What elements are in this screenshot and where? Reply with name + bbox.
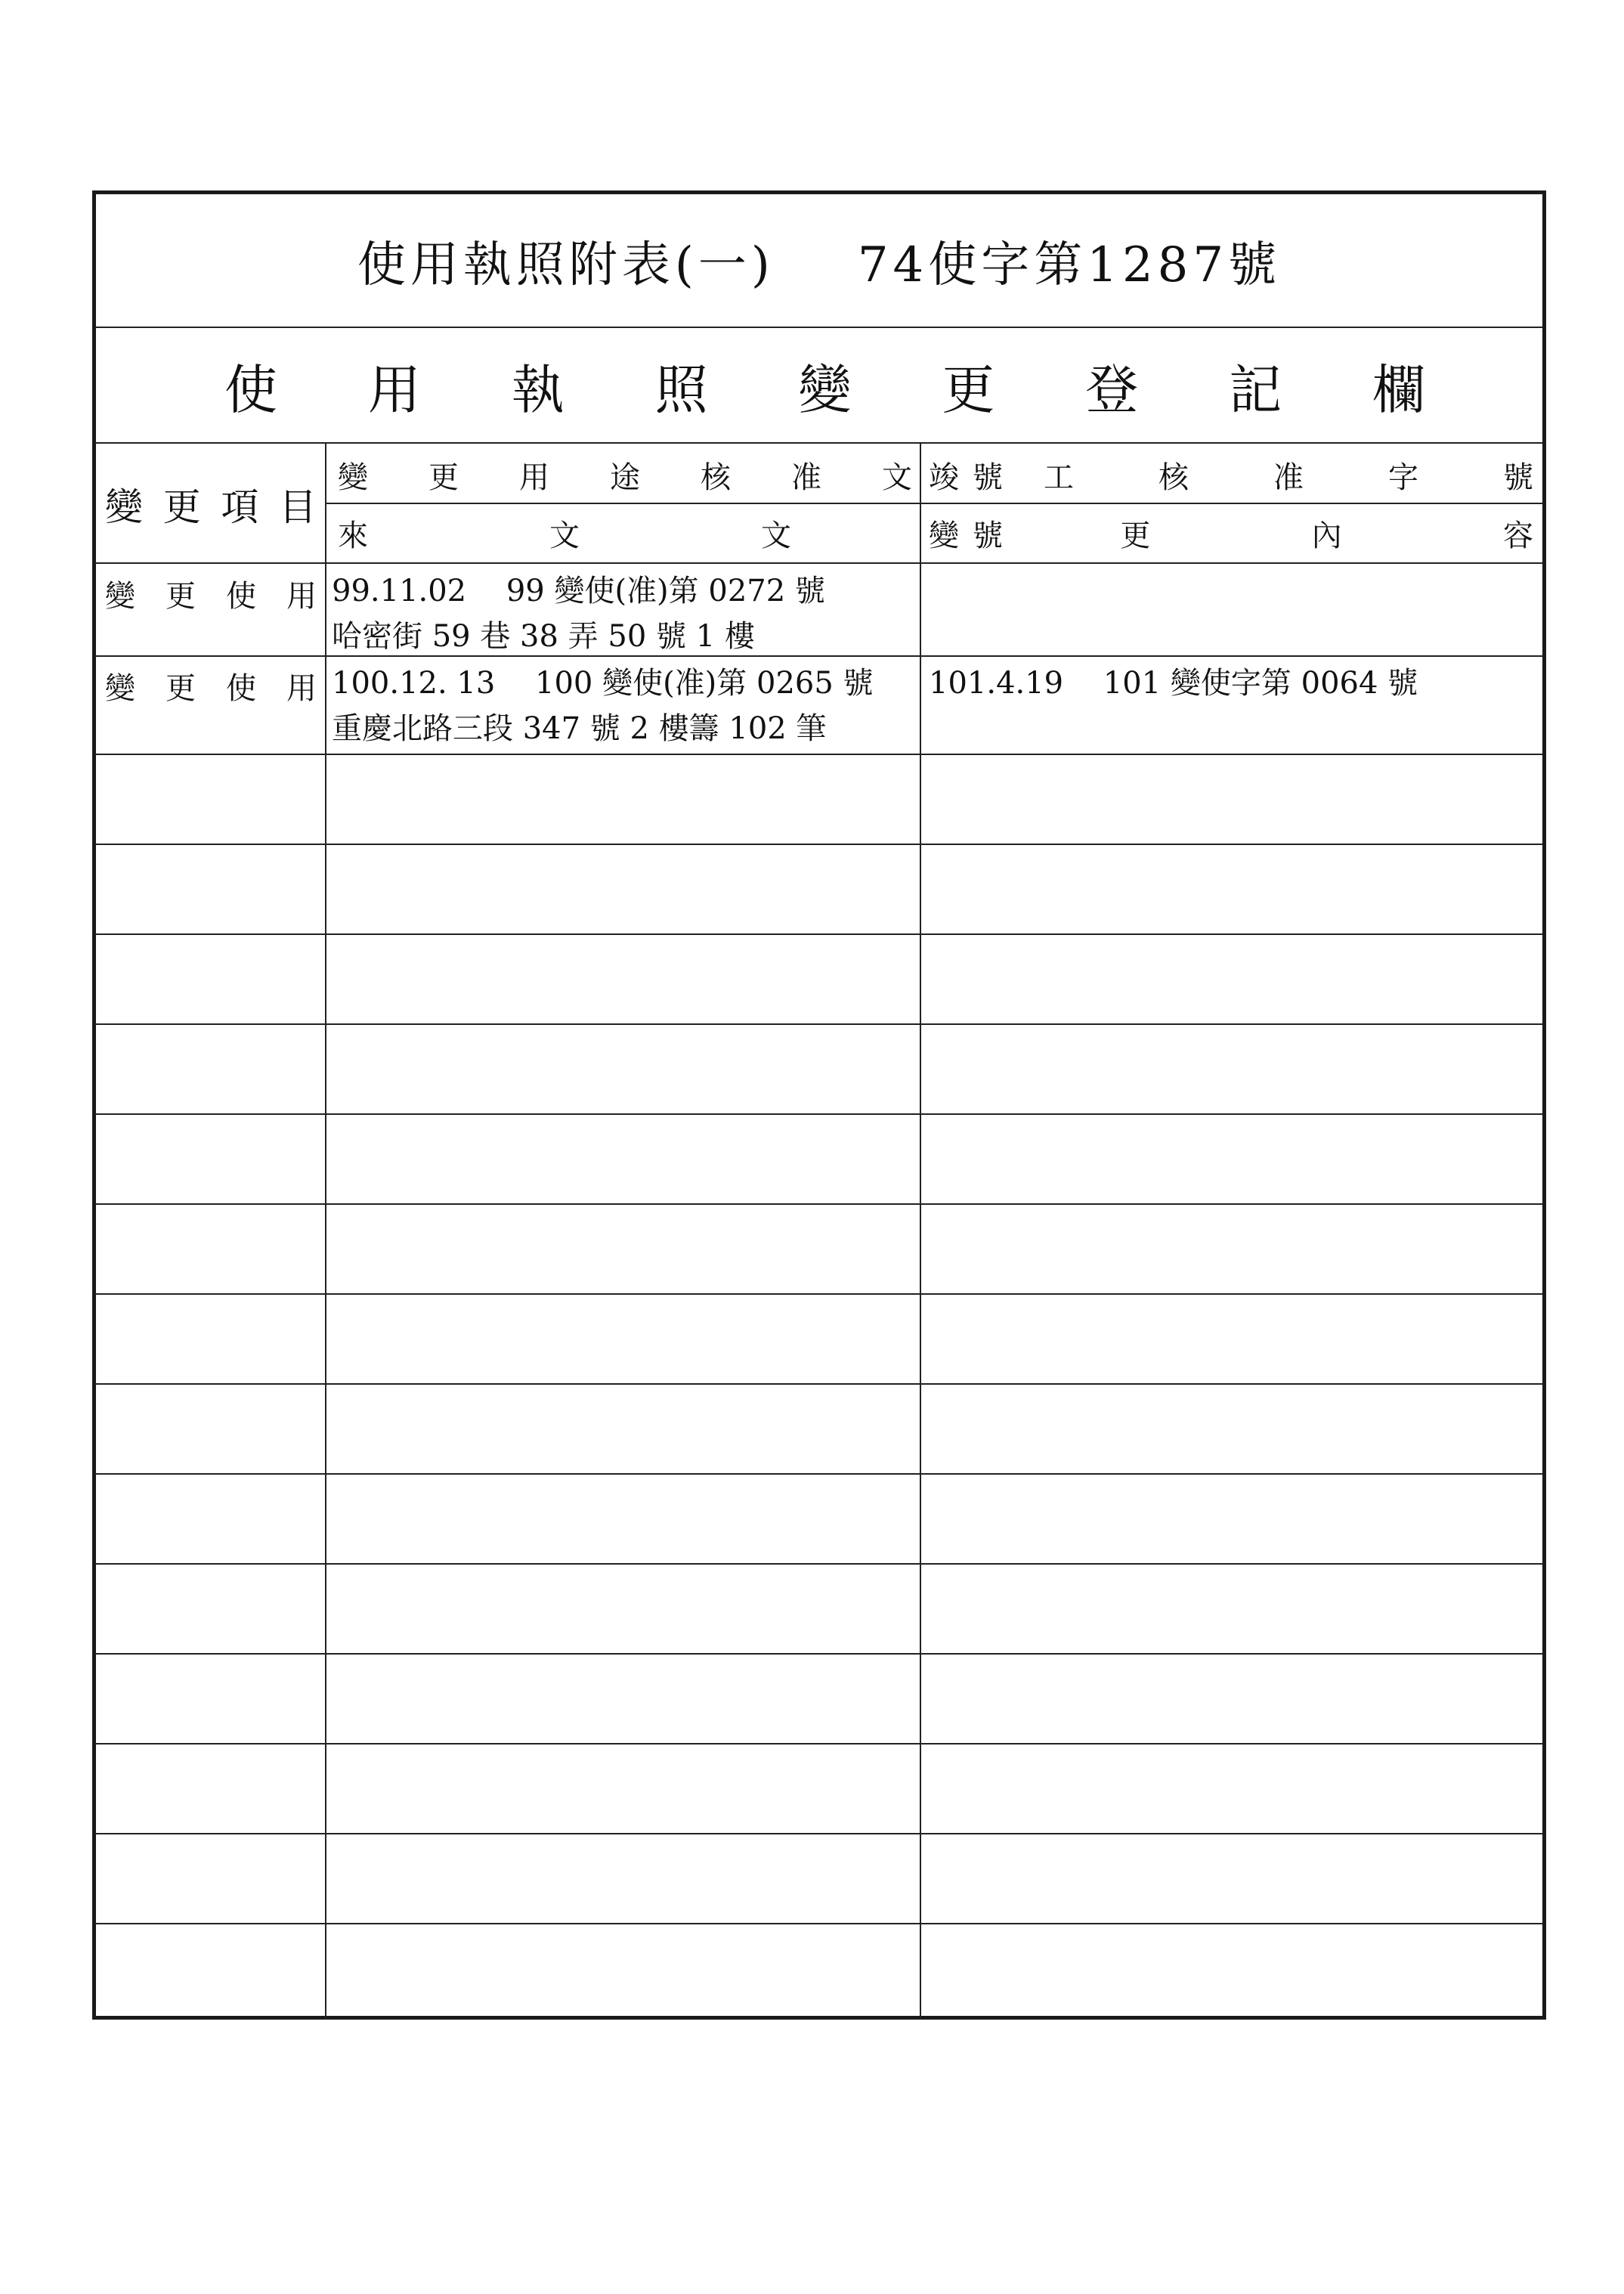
subtitle-char: 執 [511,358,565,421]
column-divider [920,442,921,2020]
row-1-doc-line2: 哈密街 59 巷 38 弄 50 號 1 樓 [332,619,755,654]
divider [96,1293,1542,1295]
divider [96,1563,1542,1565]
row-2-doc-line1: 100.12. 13 100 變使(准)第 0265 號 [332,666,874,701]
header-item: 變 更 項 目 [105,485,317,529]
header-completion-no: 竣 工 核 准 字 號 [929,460,1533,495]
divider [96,1923,1542,1924]
divider [96,844,1542,845]
divider [96,754,1542,755]
divider [96,1473,1542,1475]
divider [96,1653,1542,1655]
subtitle-char: 更 [942,358,995,421]
divider [96,562,1542,564]
subtitle-char: 照 [654,358,708,421]
header-change-content: 變 更 內 容 [929,518,1533,553]
title-number: 74使字第1287號 [857,237,1282,293]
divider [96,933,1542,935]
column-divider [325,442,326,2020]
row-2-doc-line2: 重慶北路三段 347 號 2 樓籌 102 筆 [332,711,827,746]
row-1-doc-line1: 99.11.02 99 變使(准)第 0272 號 [332,574,825,608]
subtitle-char: 記 [1229,358,1282,421]
header-incoming-doc: 來 文 文 號 [338,518,1003,553]
divider [96,327,1542,328]
title-prefix: 使用執照附表(一) [357,237,775,293]
subtitle-char: 用 [367,358,421,421]
row-1-item: 變 更 使 用 [105,579,317,614]
divider [325,503,1542,504]
subtitle-char: 使 [224,358,277,421]
row-2-completion: 101.4.19 101 變使字第 0064 號 [929,666,1418,701]
form-subtitle [224,329,1425,442]
divider [96,1833,1542,1834]
divider [96,1203,1542,1205]
divider [96,1023,1542,1025]
divider [96,655,1542,657]
subtitle-char: 登 [1085,358,1139,421]
divider [96,1743,1542,1744]
form-frame [92,190,1546,2020]
header-approval-doc: 變 更 用 途 核 准 文 號 [338,460,1003,495]
divider [96,1113,1542,1115]
row-2-item: 變 更 使 用 [105,671,317,706]
form-title [96,194,1542,327]
subtitle-char: 變 [798,358,852,421]
subtitle-char: 欄 [1372,358,1425,421]
divider [96,1383,1542,1385]
